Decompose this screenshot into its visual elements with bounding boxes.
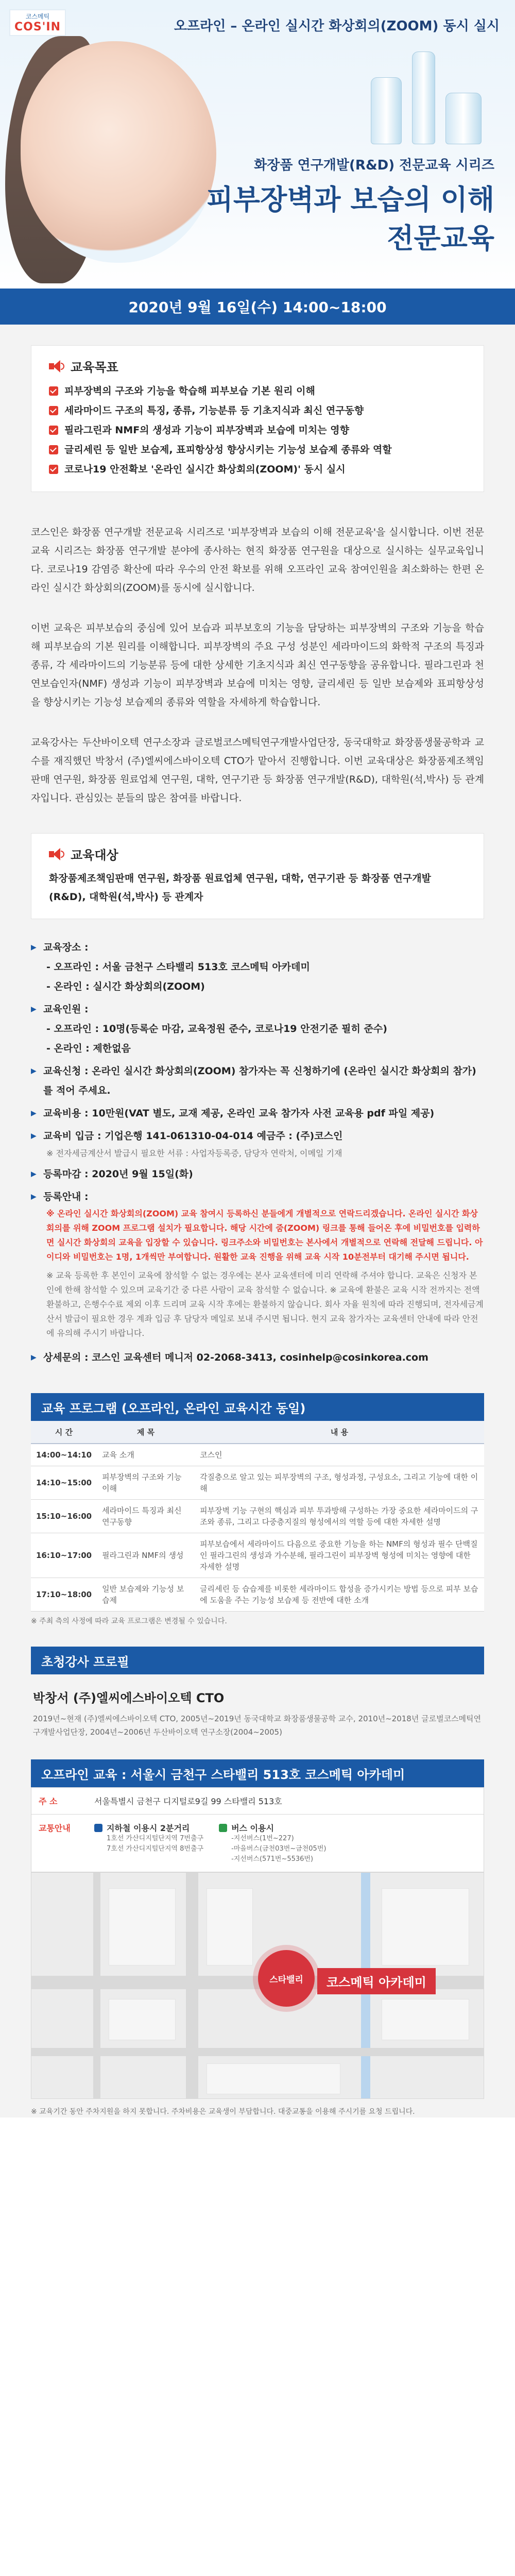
list-item: 피부장벽의 구조와 기능을 학습해 피부보습 기본 원리 이해 bbox=[49, 381, 466, 401]
page-title-line1: 피부장벽과 보습의 이해 bbox=[206, 183, 494, 216]
profile-name: 박창서 (주)엘씨에스바이오텍 CTO bbox=[33, 1691, 225, 1705]
content-body bbox=[0, 325, 515, 2117]
table-row: 15:10~16:00 세라마이드 특징과 최신 연구동향 피부장벽 기능 구현의 핵심과 피부 투과방해 구성하는 가장 중요한 세라마이드의 구조와 종류, 그리고 다중층지질의 형성에서의 역할 등에 대한 자세한 설명 bbox=[31, 1500, 484, 1533]
page-title-line2: 전문교육 bbox=[387, 222, 494, 255]
date-bar: 2020년 9월 16일(수) 14:00~18:00 bbox=[0, 289, 515, 325]
paragraph: 교육강사는 두산바이오텍 연구소장과 글로벌코스메틱연구개발사업단장, 동국대학교 화장품생물공학과 교수를 재직했던 박창서 (주)엘씨에스바이오텍 CTO가 맡아서 진행합니다. 이번 교육대상은 화장품제조책임판매 연구원, 화장품 원료업체 연구원, 대학, 연구기관 등 화장품 연구개발(R&D), 대학원(석,박사) 등 관계자입니다. 관심있는 분들의 많은 참여를 바랍니다. bbox=[31, 737, 484, 804]
series-label: 화장품 연구개발(R&D) 전문교육 시리즈 bbox=[254, 158, 494, 173]
check-icon bbox=[49, 426, 58, 435]
notice-red: ※ 온라인 실시간 화상회의(ZOOM) 교육 참여시 등록하신 분들에게 개별적으로 연락드리겠습니다. 온라인 실시간 화상회의를 위해 ZOOM 프로그램 설치가 필요합니다. 해당 시간에 줌(ZOOM) 링크를 통해 들어온 후에 비밀번호를 입력하면 실시간 화상회의 교육을 입장할 수 있습니다. 링크주소와 비밀번호는 본사에서 개별적으로 연락해 전달해 드립니다. 아이디와 비밀번호는 1명, 1개씩만 부여합니다. 원활한 교육 진행을 위해 교육 시작 10분전부터 대기해 주시면 됩니다. bbox=[46, 1209, 483, 1262]
location-table: 주 소 서울특별시 금천구 디지털로9길 99 스타밸리 513호 교통안내 지하철 이용시 2분거리 1호선 가산디지털단지역 7번출구 7호선 가산디지털단지역 8번출구 버스 이용시 -지선버스(1번~227) -마을버스(금천03번~금천05번) -지선버스(571번~5536번) bbox=[31, 1787, 484, 1872]
profile-title: 초청강사 프로필 bbox=[31, 1647, 484, 1674]
table-row: 14:00~14:10 교육 소개 코스인 bbox=[31, 1444, 484, 1466]
subway-info: 지하철 이용시 2분거리 1호선 가산디지털단지역 7번출구 7호선 가산디지털단지역 8번출구 bbox=[94, 1822, 203, 1865]
triangle-icon: ▶ bbox=[31, 1353, 37, 1362]
speaker-icon bbox=[49, 360, 64, 372]
target-text: 화장품제조책임판매 연구원, 화장품 원료업체 연구원, 대학, 연구기관 등 화장품 연구개발(R&D), 대학원(석,박사) 등 관계자 bbox=[49, 873, 431, 903]
check-icon bbox=[49, 445, 58, 454]
map-pin: 스타밸리 bbox=[258, 1950, 315, 2007]
location-title: 오프라인 교육 : 서울시 금천구 스타밸리 513호 코스메틱 아카데미 bbox=[31, 1759, 484, 1787]
triangle-icon: ▶ bbox=[31, 1067, 37, 1075]
list-item: 코로나19 안전확보 '온라인 실시간 화상회의(ZOOM)' 동시 실시 bbox=[49, 460, 466, 479]
model-face-image bbox=[21, 41, 216, 263]
triangle-icon: ▶ bbox=[31, 943, 37, 952]
bus-icon bbox=[219, 1824, 227, 1832]
paragraph: 이번 교육은 피부보습의 중심에 있어 보습과 피부보호의 기능을 담당하는 피부장벽의 구조와 기능을 학습해 피부보습의 기본 원리를 이해합니다. 피부장벽의 주요 구성 성분인 세라마이드의 화학적 구조의 특징과 종류, 각 세라마이드의 기능분류 등에 대한 상세한 기초지식과 최신 연구동향을 공유합니다. 필라그린과 천연보습인자(NMF) 생성과 기능이 피부장벽과 보습에 미치는 영향, 글리세린 등 일반 보습제와 표피항상성을 향상시키는 기능성 보습제의 종류와 역할을 자세하게 학습합니다. bbox=[31, 622, 484, 708]
table-row: 14:10~15:00 피부장벽의 구조와 기능 이해 각질층으로 알고 있는 피부장벽의 구조, 형성과정, 구성요소, 그리고 기능에 대한 이해 bbox=[31, 1466, 484, 1500]
location-map[interactable] bbox=[31, 1872, 484, 2099]
logo[interactable] bbox=[9, 9, 66, 36]
profile-box bbox=[31, 1674, 484, 1749]
triangle-icon: ▶ bbox=[31, 1170, 37, 1178]
logo-big-text: COS'IN bbox=[14, 21, 61, 33]
triangle-icon: ▶ bbox=[31, 1132, 37, 1140]
logo-small-text: 코스메틱 bbox=[25, 13, 50, 20]
list-item: 글리세린 등 일반 보습제, 표피항상성 향상시키는 기능성 보습제 종류와 역할 bbox=[49, 440, 466, 460]
goals-list bbox=[49, 381, 466, 479]
check-icon bbox=[49, 386, 58, 396]
target-box bbox=[31, 833, 484, 919]
triangle-icon: ▶ bbox=[31, 1005, 37, 1013]
location-note: ※ 교육기간 동안 주차지원을 하지 못합니다. 주차비용은 교육생이 부담합니다. 대중교통을 이용해 주시기를 요청 드립니다. bbox=[31, 2108, 415, 2116]
info-list: ▶ 교육장소 : - 오프라인 : 서울 금천구 스타밸리 513호 코스메틱 아카데미 - 온라인 : 실시간 화상회의(ZOOM) ▶ 교육인원 : - 오프라인 : 10명(등록순 마감, 교육정원 준수, 코로나19 안전기준 필히 준수) - 온라인 : 제한없음 ▶ 교육신청 : 온라인 실시간 화상회의(ZOOM) 참가자는 꼭 신청하기에 (온라인 실시간 화상회의 참가)를 적어 주세요. ▶ 교육비용 : 10만원(VAT 별도, 교재 제공, 온라인 교육 참가자 사전 교육용 pdf 파일 제공) ▶ 교육비 입금 : 기업은행 141-061310-04-014 예금주 : (주)코스인 ※ 전자세금계산서 발급시 필요한 서류 : 사업자등록증, 담당자 연락처, 이메일 기재 ▶ 등록마감 : 2020년 9월 15일(화) ▶ 등록안내 : ※ 온라인 실시간 화상회의(ZOOM) 교육 참여시 등록하신 분들에게 개별적으로 연락드리겠습니다. 온라인 실시간 화상회의를 위해 ZOOM 프로그램 설치가 필요합니다. 해당 시간에 줌(ZOOM) 링크를 통해 들어온 후에 비밀번호를 입력하면 실시간 화상회의 교육을 입장할 수 있습니다. 링크주소와 비밀번호는 본사에서 개별적으로 연락해 전달해 드립니다. 아이디와 비밀번호는 1명, 1개씩만 부여합니다. 원활한 교육 진행을 위해 교육 시작 10분전부터 대기해 주시면 됩니다. ※ 교육 등록한 후 본인이 교육에 참석할 수 없는 경우에는 본사 교육센터에 미리 연락해 주셔야 합니다. 교육은 신청자 본인에 한해 참석할 수 있으며 교육기간 중 다른 사람이 교육 참석할 수 없습니다. ※ 교육에 환불은 교육 시작 전까지는 전액환불하고, 은행수수료 제외 이후 드리며 교육 시작 후에는 환불하지 않습니다. 회사 자율 원칙에 따라 진행되며, 전자세금계산서 발급이 필요한 경우 계좌 입금 후 담당자 메일로 보내 주시면 됩니다. 현지 교육 참가자는 교육센터 안내에 따라 안전에 유의해 주시기 바랍니다. ▶ 상세문의 : 코스인 교육센터 메니저 02-2068-3413, cosinhelp@cosinkorea.com bbox=[31, 938, 484, 1367]
list-item: 필라그린과 NMF의 생성과 기능이 피부장벽과 보습에 미치는 영향 bbox=[49, 420, 466, 440]
program-note: ※ 주최 측의 사정에 따라 교육 프로그램은 변경될 수 있습니다. bbox=[31, 1617, 227, 1625]
check-icon bbox=[49, 465, 58, 474]
speaker-icon bbox=[49, 848, 64, 860]
check-icon bbox=[49, 406, 58, 415]
goals-title: 교육목표 bbox=[49, 357, 466, 375]
table-row: 17:10~18:00 일반 보습제와 기능성 보습제 글리세린 등 습습제를 비롯한 세라마이드 합성을 증가시키는 방법 등으로 피부 보습에 도움을 주는 기능성 보습제 등 전반에 대한 소개 bbox=[31, 1578, 484, 1612]
target-title: 교육대상 bbox=[49, 845, 466, 863]
goals-box bbox=[31, 345, 484, 492]
profile-desc: 2019년~현재 (주)엘씨에스바이오텍 CTO, 2005년~2019년 동국대학교 화장품생물공학 교수, 2010년~2018년 글로벌코스메틱연구개발사업단장, 2004년~2006년 두산바이오텍 연구소장(2004~2005) bbox=[33, 1714, 482, 1737]
program-table: 시 간 제 목 내 용 14:00~14:10 교육 소개 코스인 14:10~15:00 피부장벽의 구조와 기능 이해 각질층으로 알고 있는 피부장벽의 구조, 형성과정, 구성요소, 그리고 기능에 대한 이해 15:10~16:00 세라마이드 특징과 최신 연구동향 피부장벽 기능 구현의 핵심과 피부 투과방해 구성하는 가장 중요한 세라마이드의 구조와 종류, 그리고 다중층지질의 형성에서의 역할 등에 대한 자세한 설명 16:10~17:00 필라그린과 NMF의 생성 피부보습에서 세라마이드 다음으로 중요한 기능을 하는 NMF의 형성과 필수 단백질인 필라그린의 생성과 가수분해, 필라그린이 피부장벽 형성에 미치는 영향에 대한 자세한 설명 17:10~18:00 일반 보습제와 기능성 보습제 글리세린 등 습습제를 비롯한 세라마이드 합성을 증가시키는 방법 등으로 피부 보습에 도움을 주는 기능성 보습제 등 전반에 대한 소개 bbox=[31, 1421, 484, 1612]
subway-icon bbox=[94, 1824, 102, 1832]
triangle-icon: ▶ bbox=[31, 1193, 37, 1201]
triangle-icon: ▶ bbox=[31, 1109, 37, 1117]
paragraph: 코스인은 화장품 연구개발 전문교육 시리즈로 '피부장벽과 보습의 이해 전문교육'을 실시합니다. 이번 전문교육 시리즈는 화장품 연구개발 분야에 종사하는 현직 화장품 연구원을 대상으로 실시하는 실무교육입니다. 코로나19 감염증 확산에 따라 우수의 안전 확보를 위해 오프라인 교육 참여인원을 최소화하는 한편 온라인 실시간 화상회의(ZOOM)를 동시에 실시합니다. bbox=[31, 527, 484, 594]
bus-info: 버스 이용시 -지선버스(1번~227) -마을버스(금천03번~금천05번) -지선버스(571번~5536번) bbox=[219, 1822, 326, 1865]
intro-text bbox=[31, 523, 484, 807]
topline: 오프라인 – 온라인 실시간 화상회의(ZOOM) 동시 실시 bbox=[174, 19, 500, 34]
hero-banner bbox=[0, 0, 515, 289]
notice-grey: ※ 교육 등록한 후 본인이 교육에 참석할 수 없는 경우에는 본사 교육센터에 미리 연락해 주셔야 합니다. 교육은 신청자 본인에 한해 참석할 수 있으며 교육기간 중 다른 사람이 교육 참석할 수 없습니다. ※ 교육에 환불은 교육 시작 전까지는 전액환불하고, 은행수수료 제외 이후 드리며 교육 시작 후에는 환불하지 않습니다. 회사 자율 원칙에 따라 진행되며, 전자세금계산서 발급이 필요한 경우 계좌 입금 후 담당자 메일로 보내 주시면 됩니다. 현지 교육 참가자는 교육센터 안내에 따라 안전에 유의해 주시기 바랍니다. bbox=[46, 1270, 484, 1338]
program-title: 교육 프로그램 (오프라인, 온라인 교육시간 동일) bbox=[31, 1393, 484, 1421]
table-row: 16:10~17:00 필라그린과 NMF의 생성 피부보습에서 세라마이드 다음으로 중요한 기능을 하는 NMF의 형성과 필수 단백질인 필라그린의 생성과 가수분해, 필라그린이 피부장벽 형성에 미치는 영향에 대한 자세한 설명 bbox=[31, 1533, 484, 1578]
list-item: 세라마이드 구조의 특징, 종류, 기능분류 등 기초지식과 최신 연구동향 bbox=[49, 401, 466, 420]
cosmetic-bottles-icon bbox=[360, 46, 494, 144]
map-pin-label: 코스메틱 아카데미 bbox=[317, 1968, 436, 1994]
